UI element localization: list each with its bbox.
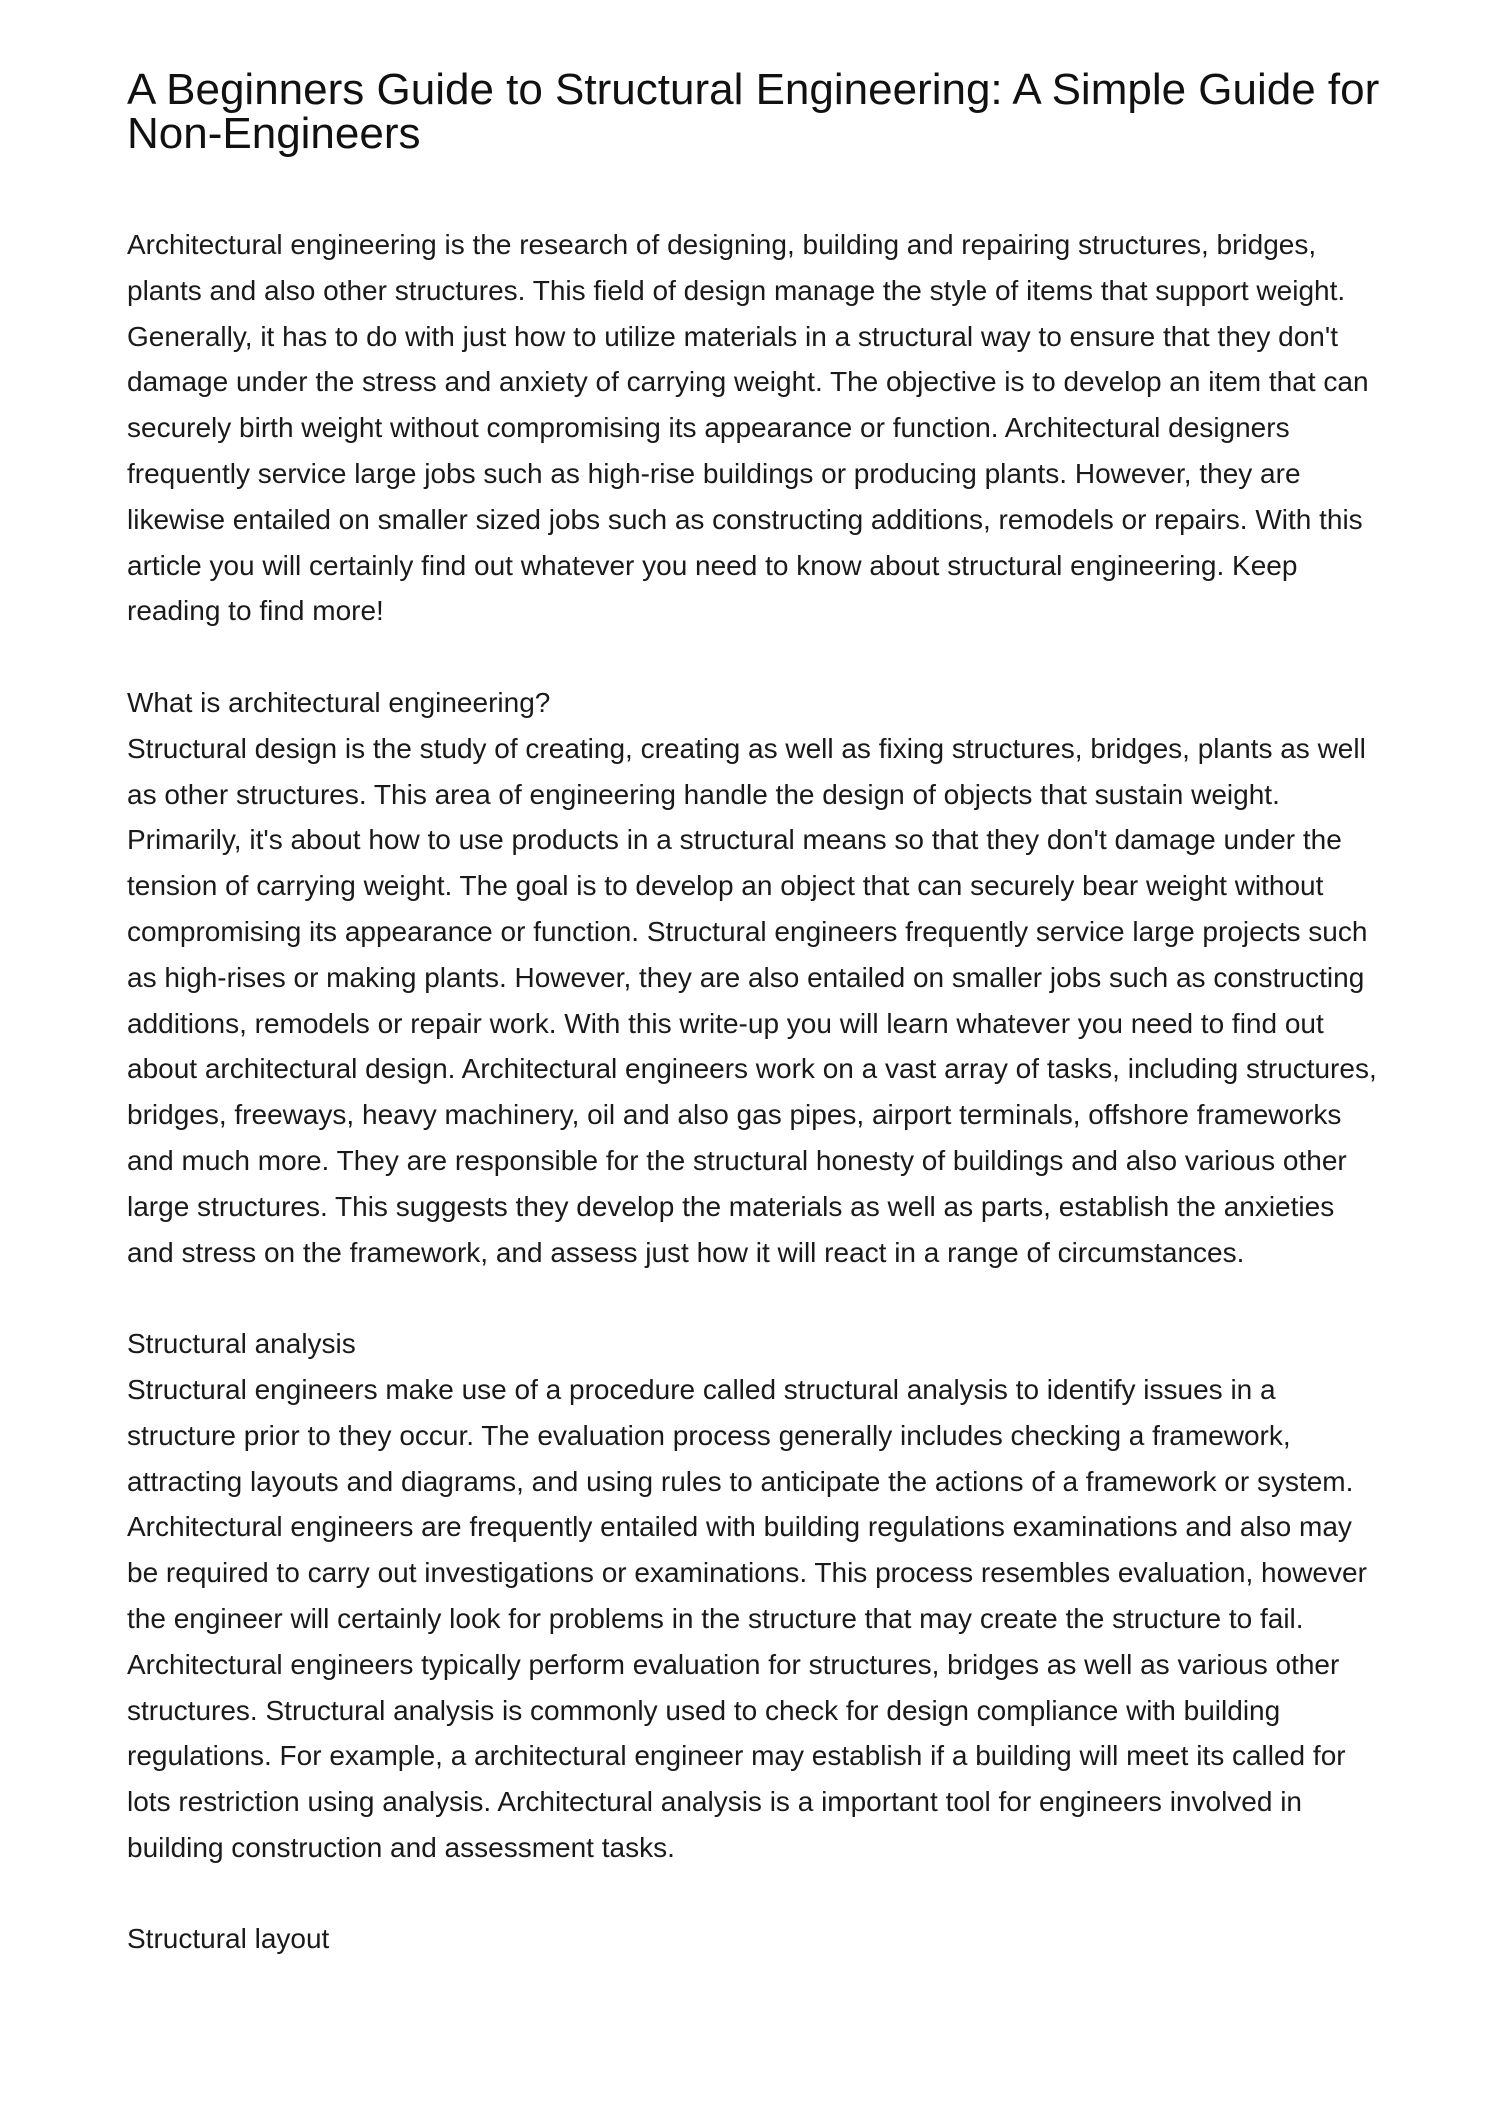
section-heading: What is architectural engineering? [127,686,551,718]
section-what-is [127,680,1387,1275]
intro-paragraph: Architectural engineering is the research of designing, building and repairing structures, bridges, plants and also other structures. This field of design manage the style of items that support weight. Generally, it has to do with just how to utilize materials in a structural way to ensure that they don't damage under the stress and anxiety of carrying weight. The objective is to develop an item that can securely birth weight without compromising its appearance or function. Architectural designers frequently service large jobs such as high-rise buildings or producing plants. However, they are likewise entailed on smaller sized jobs such as constructing additions, remodels or repairs. With this article you will certainly find out whatever you need to know about structural engineering. Keep reading to find more! [127,229,1369,627]
section-structural-analysis [127,1321,1387,1871]
document-title: A Beginners Guide to Structural Engineering: A Simple Guide for Non-Engineers [127,65,1380,158]
section-heading: Structural layout [127,1923,330,1955]
section-paragraph: Structural design is the study of creating, creating as well as fixing structures, bridges, plants as well as other structures. This area of engineering handle the design of objects that sustain weight. Primarily, it's about how to use products in a structural means so that they don't damage under the tension of carrying weight. The goal is to develop an object that can securely bear weight without compromising its appearance or function. Structural engineers frequently service large projects such as high-rises or making plants. However, they are also entailed on smaller jobs such as constructing additions, remodels or repair work. With this write-up you will learn whatever you need to find out about architectural design. Architectural engineers work on a vast array of tasks, including structures, bridges, freeways, heavy machinery, oil and also gas pipes, airport terminals, offshore frameworks and much more. They are responsible for the structural honesty of buildings and also various other large structures. This suggests they develop the materials as well as parts, establish the anxieties and stress on the framework, and assess just how it will react in a range of circumstances. [127,732,1377,1268]
document-page [127,65,1387,1962]
section-heading: Structural analysis [127,1328,356,1360]
section-paragraph: Structural engineers make use of a procedure called structural analysis to identify issues in a structure prior to they occur. The evaluation process generally includes checking a framework, attracting layouts and diagrams, and using rules to anticipate the actions of a framework or system. Architectural engineers are frequently entailed with building regulations examinations and also may be required to carry out investigations or examinations. This process resembles evaluation, however the engineer will certainly look for problems in the structure that may create the structure to fail. Architectural engineers typically perform evaluation for structures, bridges as well as various other structures. Structural analysis is commonly used to check for design compliance with building regulations. For example, a architectural engineer may establish if a building will meet its called for lots restriction using analysis. Architectural analysis is a important tool for engineers involved in building construction and assessment tasks. [127,1373,1367,1863]
section-structural-layout [127,1916,1387,1962]
